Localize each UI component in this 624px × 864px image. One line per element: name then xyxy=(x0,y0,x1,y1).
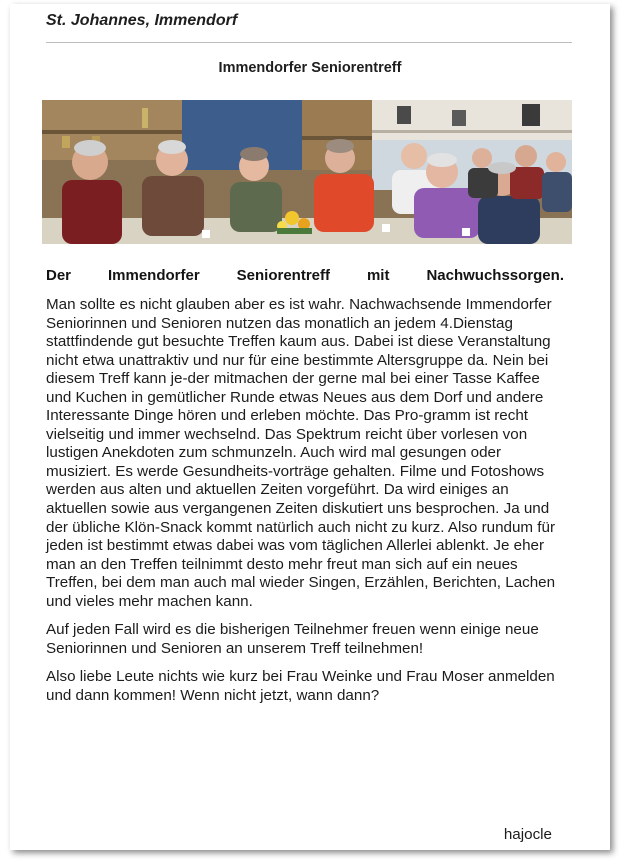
article-title: Immendorfer Seniorentreff xyxy=(218,60,402,76)
page-header xyxy=(46,12,572,43)
header-text: St. Johannes, Immendorf xyxy=(46,12,238,29)
author-signature: hajocle xyxy=(503,826,552,843)
paragraph: Also liebe Leute nichts wie kurz bei Frau Weinke und Frau Moser anmelden und dann kommen! Wenn nicht jetzt, wann dann? xyxy=(46,668,555,704)
subtitle-text: Der Immendorfer Seniorentreff mit Nachwuchssorgen xyxy=(46,267,560,284)
newsletter-page xyxy=(10,4,610,850)
article-subtitle xyxy=(46,267,564,284)
photo-illustration xyxy=(42,100,572,244)
subtitle-period: . xyxy=(559,267,564,284)
paragraph: Man sollte es nicht glauben aber es ist wahr. Nachwachsende Immendorfer Seniorinnen und Senioren nutzen das monatlich an jedem 4.Dienstag stattfindende gut besuchte Treffen kaum aus. Dabei ist diese Veranstaltung nicht etwa unattraktiv und nur für eine bestimmte Altersgruppe da. Nein bei diesem Treff kann je-der mitmachen der gerne mal bei einer Tasse Kaffee und Kuchen in gemütlicher Runde etwas Neues aus dem Dorf und andere Interessante Dinge hören und erleben möchte. Das Pro-gramm ist recht vielseitig und immer wechselnd. Das Spektrum reicht über vorlesen von lustigen Anekdoten zum schmunzeln. Auch wird mal gesungen oder musiziert. Es werde Gesundheits-vorträge gehalten. Filme und Fotoshows werden aus alten und aktuellen Zeiten vorgeführt. Da wird einiges an aktuellen sowie aus vergangenen Zeiten diskutiert uns besprochen. Ja und der übliche Klön-Snack kommt natürlich auch nicht zu kurz. Also rundum für jeden ist bestimmt etwas dabei was vom täglichen Allerlei ablenkt. Je eher man an den Treffen teilnimmt desto mehr freut man sich auf ein neues Treffen, bei dem man auch mal wieder Singen, Erzählen, Berichten, Lachen und vieles mehr machen kann. xyxy=(46,296,556,610)
group-photo xyxy=(42,100,572,244)
paragraph: Auf jeden Fall wird es die bisherigen Teilnehmer freuen wenn einige neue Seniorinnen und Senioren an unserem Treff teilnehmen! xyxy=(46,621,539,657)
article-body xyxy=(46,296,560,715)
